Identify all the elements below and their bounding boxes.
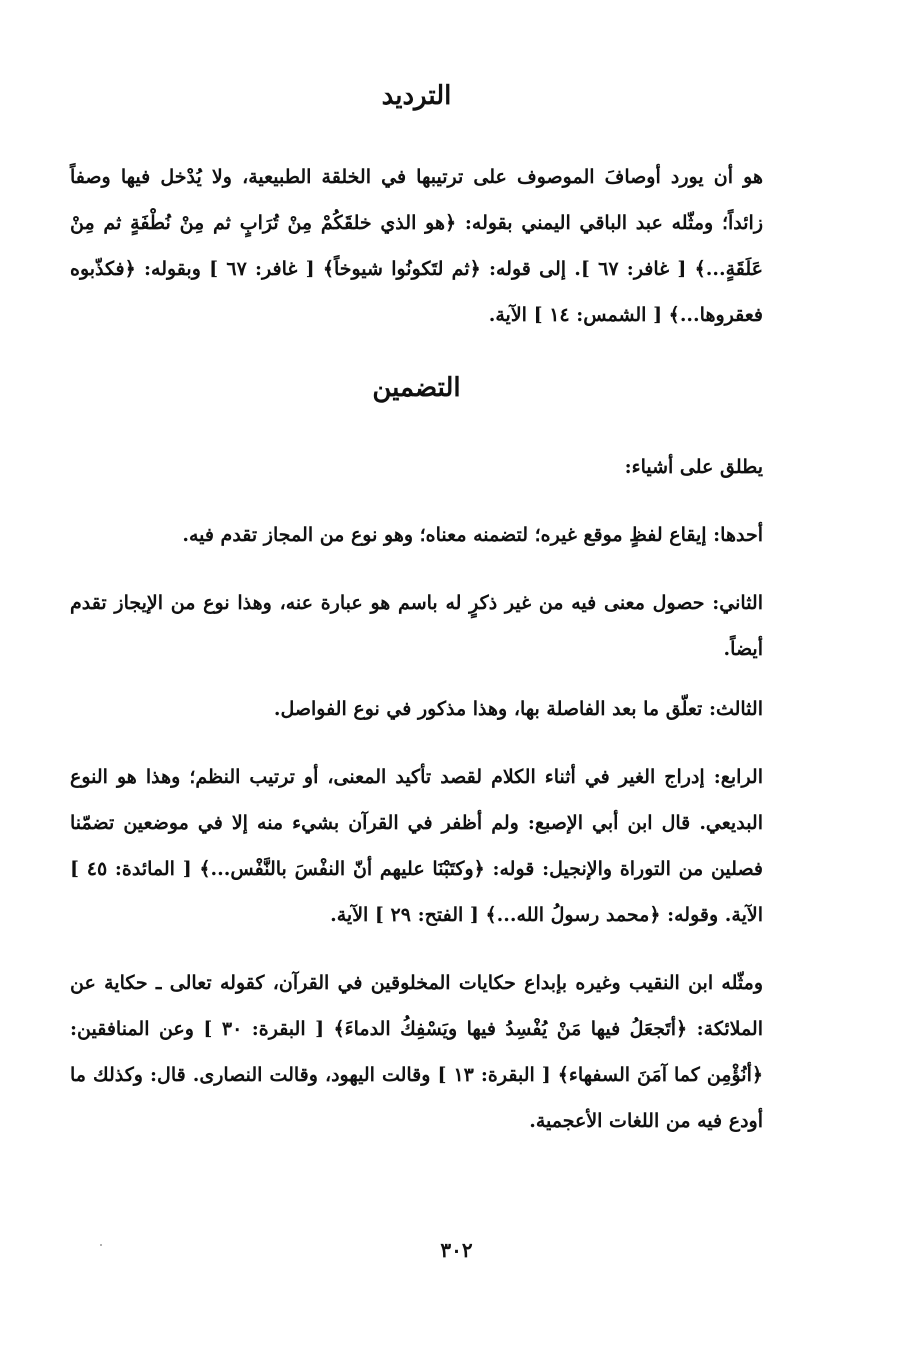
section-heading-tardid: الترديد	[381, 81, 452, 111]
tadmin-item-fourth	[70, 754, 763, 938]
tardid-paragraph: هو أن يورد أوصافَ الموصوف على ترتيبها في الخلقة الطبيعية، ولا يُدْخل فيها وصفاً زائداً؛ ومثّله عبد الباقي اليمني بقوله: ﴿هو الذي خلقَكُمْ مِنْ تُرَابٍ ثم مِنْ نُطْفَةٍ ثم مِنْ عَلَقَةٍ...﴾ [ غافر: ٦٧ ]. إلى قوله: ﴿ثم لتَكونُوا شيوخاً﴾ [ غافر: ٦٧ ] وبقوله: ﴿فكذّبوه فعقروها...﴾ [ الشمس: ١٤ ] الآية.	[70, 165, 764, 326]
item-term: أحدها:	[713, 523, 763, 546]
page-content	[70, 80, 763, 1144]
item-term: الثالث:	[708, 697, 763, 720]
item-text: تعلّق ما بعد الفاصلة بها، وهذا مذكور في نوع الفواصل.	[273, 697, 709, 720]
page-number: ٣٠٢	[440, 1238, 473, 1262]
item-text: إدراج الغير في أثناء الكلام لقصد تأكيد المعنى، أو ترتيب النظم؛ وهذا هو النوع البديعي. قال ابن أبي الإصبع: ولم أظفر في القرآن بشيء منه إلا في موضعين تضمّنا فصلين من التوراة والإنجيل: قوله: ﴿وكتَبْنَا عليهم أنّ النفْسَ بالنَّفْس...﴾ [ المائدة: ٤٥ ] الآية. وقوله: ﴿محمد رسولُ الله...﴾ [ الفتح: ٢٩ ] الآية.	[70, 765, 763, 926]
section-heading-tadmin: التضمين	[372, 372, 461, 403]
tadmin-item-first	[70, 512, 763, 558]
item-text: إيقاع لفظٍ موقع غيره؛ لتضمنه معناه؛ وهو نوع من المجاز تقدم فيه.	[182, 523, 714, 546]
item-term: الثاني:	[712, 591, 763, 614]
item-term: الرابع:	[713, 765, 763, 788]
item-text: حصول معنى فيه من غير ذكرٍ له باسم هو عبارة عنه، وهذا نوع من الإيجاز تقدم أيضاً.	[70, 591, 763, 660]
tadmin-item-second	[70, 580, 763, 672]
tadmin-item-third	[70, 686, 763, 732]
closing-paragraph: ومثّله ابن النقيب وغيره بإبداع حكايات المخلوقين في القرآن، كقوله تعالى ـ حكاية عن الملائكة: ﴿أتَجعَلُ فيها مَنْ يُفْسِدُ فيها ويَسْفِكُ الدماءَ﴾ [ البقرة: ٣٠ ] وعن المنافقين: ﴿أنُؤْمِن كما آمَنَ السفهاء﴾ [ البقرة: ١٣ ] وقالت اليهود، وقالت النصارى. قال: وكذلك ما أودع فيه من اللغات الأعجمية.	[70, 971, 763, 1132]
tadmin-intro: يطلق على أشياء:	[624, 455, 763, 478]
